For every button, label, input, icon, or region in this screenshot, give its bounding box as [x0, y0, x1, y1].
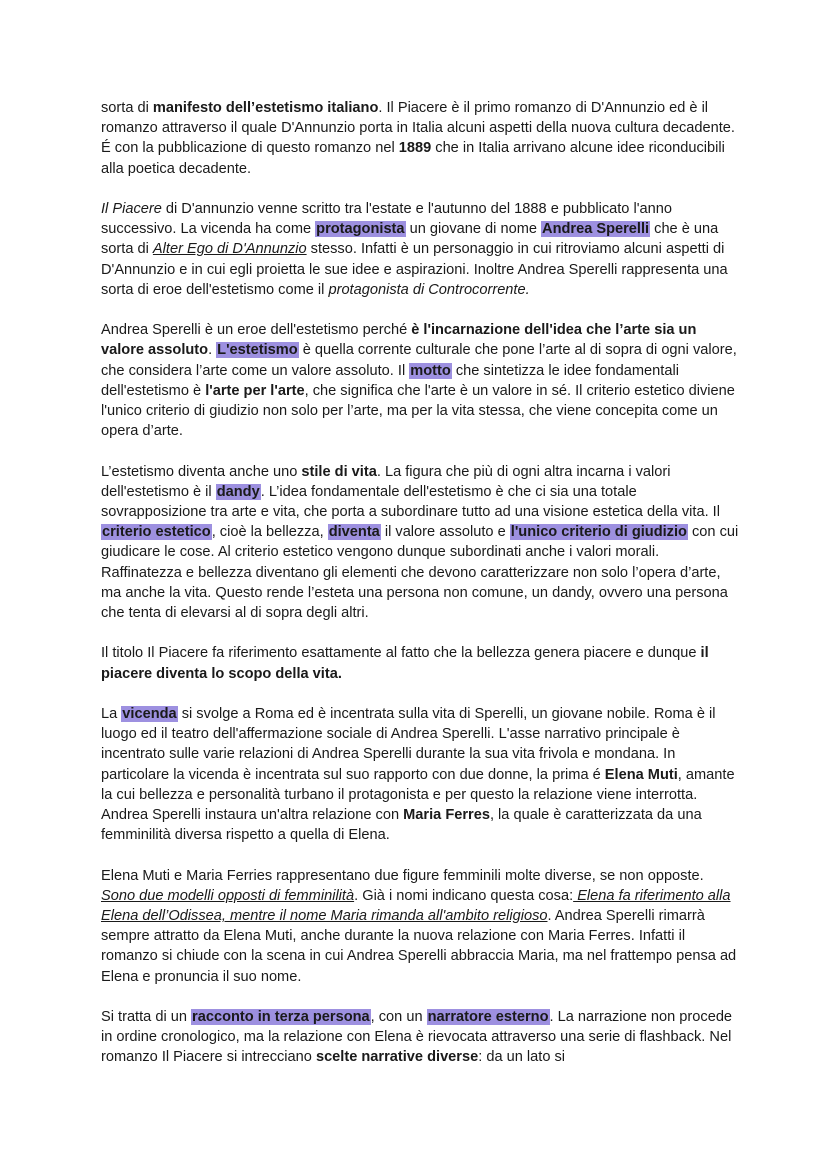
- highlighted-term: l'unico criterio di giudizio: [510, 524, 687, 541]
- highlighted-term: racconto in terza persona: [192, 1009, 370, 1026]
- bold-text: 1889: [398, 140, 432, 157]
- paragraph: [101, 704, 741, 845]
- text-run: La: [101, 706, 122, 723]
- highlighted-term: vicenda: [122, 706, 177, 723]
- text-run: L’estetismo diventa anche uno: [101, 463, 302, 480]
- text-run: . Il Piacere è il primo romanzo di D'Annunzio ed è il romanzo attraverso il quale D'Annunzio porta in Italia alcuni aspetti della nuova cultura decadente. É con la pubblicazione di questo romanzo nel: [101, 100, 735, 157]
- text-run: . L’idea fondamentale dell'estetismo è che ci sia una totale sovrapposizione tra arte e vita, che porta a subordinare tutto ad una visione estetica della vita. Il: [101, 483, 720, 521]
- underlined-text: Elena fa riferimento alla Elena dell’Odissea, mentre il nome Maria rimanda all'ambito religioso: [101, 887, 731, 925]
- text-run: : da un lato si: [478, 1049, 566, 1066]
- paragraph: [101, 320, 741, 441]
- italic-text: Il Piacere: [101, 201, 162, 217]
- underlined-text: Sono due modelli opposti di femminilità: [101, 887, 355, 904]
- bold-text: stile di vita: [301, 463, 377, 480]
- text-run: è quella corrente culturale che pone l’arte al di sopra di ogni valore, che considera l’arte come un valore assoluto. Il: [101, 342, 737, 379]
- text-run: . La narrazione non procede in ordine cronologico, ma la relazione con Elena è rievocata attraverso una serie di flashback. Nel romanzo Il Piacere si intrecciano: [101, 1009, 733, 1066]
- text-run: , la quale è caratterizzata da una femminilità diversa rispetto a quella di Elena.: [101, 807, 702, 844]
- highlighted-term: diventa: [328, 524, 380, 541]
- bold-text: il piacere diventa lo scopo della vita.: [101, 645, 709, 682]
- bold-text: scelte narrative diverse: [315, 1049, 479, 1066]
- highlighted-term: L'estetismo: [217, 342, 298, 359]
- text-run: , amante la cui bellezza e personalità turbano il protagonista e per questo la relazione viene interrotta. Andrea Sperelli instaura un'altra relazione con: [101, 766, 735, 824]
- text-run: Il titolo Il Piacere fa riferimento esattamente al fatto che la bellezza genera piacere e dunque: [101, 645, 701, 662]
- text-run: . Andrea Sperelli rimarrà sempre attratto da Elena Muti, anche durante la nuova relazione con Maria Ferres. Infatti il romanzo si chiude con la scena in cui Andrea Sperelli abbraccia Maria, ma nel frattempo pensa ad Elena e pronuncia il suo nome.: [101, 908, 737, 985]
- text-run: il valore assoluto e: [380, 524, 510, 541]
- paragraph: [101, 199, 741, 300]
- text-run: , con un: [370, 1009, 427, 1026]
- text-run: con cui giudicare le cose. Al criterio estetico vengono dunque subordinati anche i valori morali. Raffinatezza e bellezza diventano gli elementi che devono caratterizzare non solo l’opera d’arte, ma anche la vita. Questo rende l’esteta una persona non comune, un dandy, ovvero una persona che tenta di elevarsi al di sopra degli altri.: [101, 524, 739, 622]
- highlighted-term: criterio estetico: [102, 524, 211, 541]
- text-run: Si tratta di un: [101, 1009, 192, 1026]
- highlighted-term: motto: [410, 362, 451, 379]
- text-run: di D'annunzio venne scritto tra l'estate e l'autunno del 1888 e pubblicato l'anno successivo. La vicenda ha come: [101, 201, 672, 238]
- highlighted-term: Andrea Sperelli: [542, 221, 650, 238]
- highlighted-term: narratore esterno: [427, 1009, 549, 1026]
- bold-text: è l'incarnazione dell'idea che l’arte sia un valore assoluto: [101, 322, 697, 359]
- bold-text: l'arte per l'arte: [205, 382, 305, 399]
- text-run: , che significa che l'arte è un valore in sé. Il criterio estetico diviene l'unico criterio di giudizio non solo per l’arte, ma per la vita stessa, che viene concepita come un opera d’arte.: [101, 382, 735, 440]
- text-run: .: [208, 342, 217, 359]
- text-run: sorta di: [101, 100, 153, 116]
- text-run: che in Italia arrivano alcune idee riconducibili alla poetica decadente.: [101, 140, 725, 177]
- highlighted-term: dandy: [216, 483, 260, 500]
- text-run: si svolge a Roma ed è incentrata sulla vita di Sperelli, un giovane nobile. Roma è il luogo ed il teatro dell'affermazione sociale di Andrea Sperelli. L'asse narrativo principale è incentrato sulle varie relazioni di Andrea Sperelli durante la sua vita frivola e mondana. In particolare la vicenda è incentrata sul suo rapporto con due donne, la prima é: [101, 706, 716, 783]
- text-run: Andrea Sperelli è un eroe dell'estetismo perché: [101, 322, 412, 339]
- bold-text: manifesto dell’estetismo italiano: [152, 100, 379, 116]
- paragraph: [101, 1007, 741, 1068]
- document-page: [101, 98, 741, 1088]
- bold-text: Maria Ferres: [403, 807, 490, 824]
- paragraph: [101, 462, 741, 624]
- underlined-text: Alter Ego di D'Annunzio: [152, 241, 307, 258]
- text-run: Elena Muti e Maria Ferries rappresentano due figure femminili molte diverse, se non opposte.: [101, 867, 704, 884]
- text-run: . La figura che più di ogni altra incarna i valori dell'estetismo è il: [101, 463, 671, 500]
- bold-text: Elena Muti: [604, 766, 678, 783]
- text-run: un giovane di nome: [405, 221, 542, 238]
- paragraph: [101, 643, 741, 683]
- italic-text: protagonista di Controcorrente.: [328, 281, 530, 298]
- text-run: , cioè la bellezza,: [211, 524, 328, 541]
- text-run: che sintetizza le idee fondamentali dell'estetismo è: [101, 362, 679, 399]
- text-run: che è una sorta di: [101, 221, 719, 258]
- highlighted-term: protagonista: [316, 221, 405, 238]
- text-run: . Già i nomi indicano questa cosa:: [354, 887, 574, 904]
- text-run: stesso. Infatti è un personaggio in cui ritroviamo alcuni aspetti di D'Annunzio e in cui egli proietta le sue idee e aspirazioni. Inoltre Andrea Sperelli rappresenta una sorta di eroe dell'estetismo come il: [101, 241, 728, 298]
- paragraph: [101, 866, 741, 987]
- paragraph: [101, 98, 741, 179]
